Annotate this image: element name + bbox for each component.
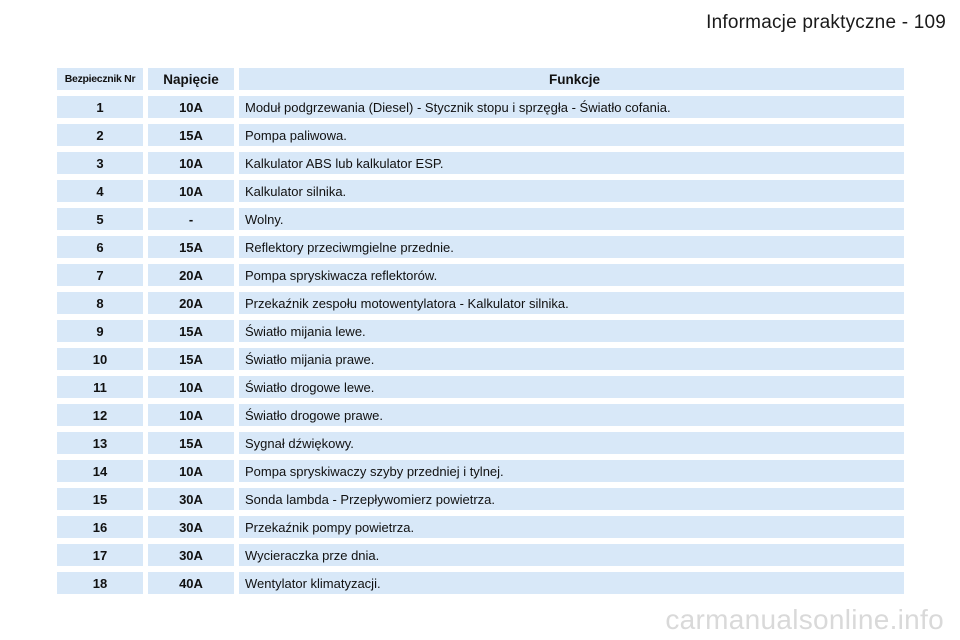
fuse-function: Sonda lambda - Przepływomierz powietrza. bbox=[239, 488, 904, 510]
table-row bbox=[57, 236, 904, 258]
fuse-amperage: 15A bbox=[148, 320, 234, 342]
table-row bbox=[57, 460, 904, 482]
fuse-amperage: 15A bbox=[148, 348, 234, 370]
fuse-amperage: 10A bbox=[148, 152, 234, 174]
table-row bbox=[57, 516, 904, 538]
fuse-number: 14 bbox=[57, 460, 143, 482]
fuse-number: 15 bbox=[57, 488, 143, 510]
fuse-number: 7 bbox=[57, 264, 143, 286]
fuse-function: Przekaźnik zespołu motowentylatora - Kalkulator silnika. bbox=[239, 292, 904, 314]
fuse-amperage: 10A bbox=[148, 404, 234, 426]
fuse-number: 2 bbox=[57, 124, 143, 146]
fuse-number: 17 bbox=[57, 544, 143, 566]
table-row bbox=[57, 320, 904, 342]
fuse-amperage: 10A bbox=[148, 376, 234, 398]
fuse-function: Światło mijania lewe. bbox=[239, 320, 904, 342]
fuse-amperage: 15A bbox=[148, 124, 234, 146]
table-row bbox=[57, 208, 904, 230]
fuse-amperage: 10A bbox=[148, 460, 234, 482]
fuse-function: Sygnał dźwiękowy. bbox=[239, 432, 904, 454]
fuse-function: Reflektory przeciwmgielne przednie. bbox=[239, 236, 904, 258]
fuse-function: Wycieraczka prze dnia. bbox=[239, 544, 904, 566]
fuse-number: 11 bbox=[57, 376, 143, 398]
table-row bbox=[57, 292, 904, 314]
fuse-amperage: 20A bbox=[148, 264, 234, 286]
fuse-amperage: 40A bbox=[148, 572, 234, 594]
fuse-amperage: - bbox=[148, 208, 234, 230]
fuse-function: Pompa paliwowa. bbox=[239, 124, 904, 146]
table-row bbox=[57, 348, 904, 370]
fuse-function: Pompa spryskiwacza reflektorów. bbox=[239, 264, 904, 286]
table-row bbox=[57, 152, 904, 174]
fuse-function: Moduł podgrzewania (Diesel) - Stycznik stopu i sprzęgła - Światło cofania. bbox=[239, 96, 904, 118]
table-row bbox=[57, 404, 904, 426]
fuse-number: 1 bbox=[57, 96, 143, 118]
fuse-number: 4 bbox=[57, 180, 143, 202]
table-row bbox=[57, 264, 904, 286]
fuse-table bbox=[52, 62, 909, 600]
fuse-amperage: 30A bbox=[148, 516, 234, 538]
fuse-number: 6 bbox=[57, 236, 143, 258]
table-row bbox=[57, 432, 904, 454]
fuse-function: Światło mijania prawe. bbox=[239, 348, 904, 370]
fuse-number: 12 bbox=[57, 404, 143, 426]
table-row bbox=[57, 96, 904, 118]
fuse-function: Przekaźnik pompy powietrza. bbox=[239, 516, 904, 538]
fuse-function: Światło drogowe lewe. bbox=[239, 376, 904, 398]
header-function: Funkcje bbox=[239, 68, 904, 90]
fuse-number: 13 bbox=[57, 432, 143, 454]
fuse-function: Kalkulator ABS lub kalkulator ESP. bbox=[239, 152, 904, 174]
fuse-function: Pompa spryskiwaczy szyby przedniej i tylnej. bbox=[239, 460, 904, 482]
fuse-amperage: 10A bbox=[148, 180, 234, 202]
fuse-number: 9 bbox=[57, 320, 143, 342]
fuse-amperage: 10A bbox=[148, 96, 234, 118]
fuse-amperage: 15A bbox=[148, 432, 234, 454]
fuse-number: 8 bbox=[57, 292, 143, 314]
table-row bbox=[57, 180, 904, 202]
fuse-amperage: 30A bbox=[148, 544, 234, 566]
table-row bbox=[57, 544, 904, 566]
fuse-number: 5 bbox=[57, 208, 143, 230]
fuse-amperage: 15A bbox=[148, 236, 234, 258]
fuse-number: 10 bbox=[57, 348, 143, 370]
fuse-function: Wentylator klimatyzacji. bbox=[239, 572, 904, 594]
table-row bbox=[57, 488, 904, 510]
table-row bbox=[57, 376, 904, 398]
fuse-number: 16 bbox=[57, 516, 143, 538]
fuse-function: Światło drogowe prawe. bbox=[239, 404, 904, 426]
fuse-number: 18 bbox=[57, 572, 143, 594]
fuse-function: Wolny. bbox=[239, 208, 904, 230]
table-row bbox=[57, 124, 904, 146]
table-row bbox=[57, 572, 904, 594]
watermark: carmanualsonline.info bbox=[665, 604, 944, 635]
table-header-row bbox=[57, 68, 904, 90]
page-title: Informacje praktyczne - 109 bbox=[706, 12, 946, 33]
header-fuse-nr: Bezpiecznik Nr bbox=[57, 68, 143, 90]
fuse-amperage: 20A bbox=[148, 292, 234, 314]
fuse-function: Kalkulator silnika. bbox=[239, 180, 904, 202]
fuse-number: 3 bbox=[57, 152, 143, 174]
header-voltage: Napięcie bbox=[148, 68, 234, 90]
fuse-amperage: 30A bbox=[148, 488, 234, 510]
